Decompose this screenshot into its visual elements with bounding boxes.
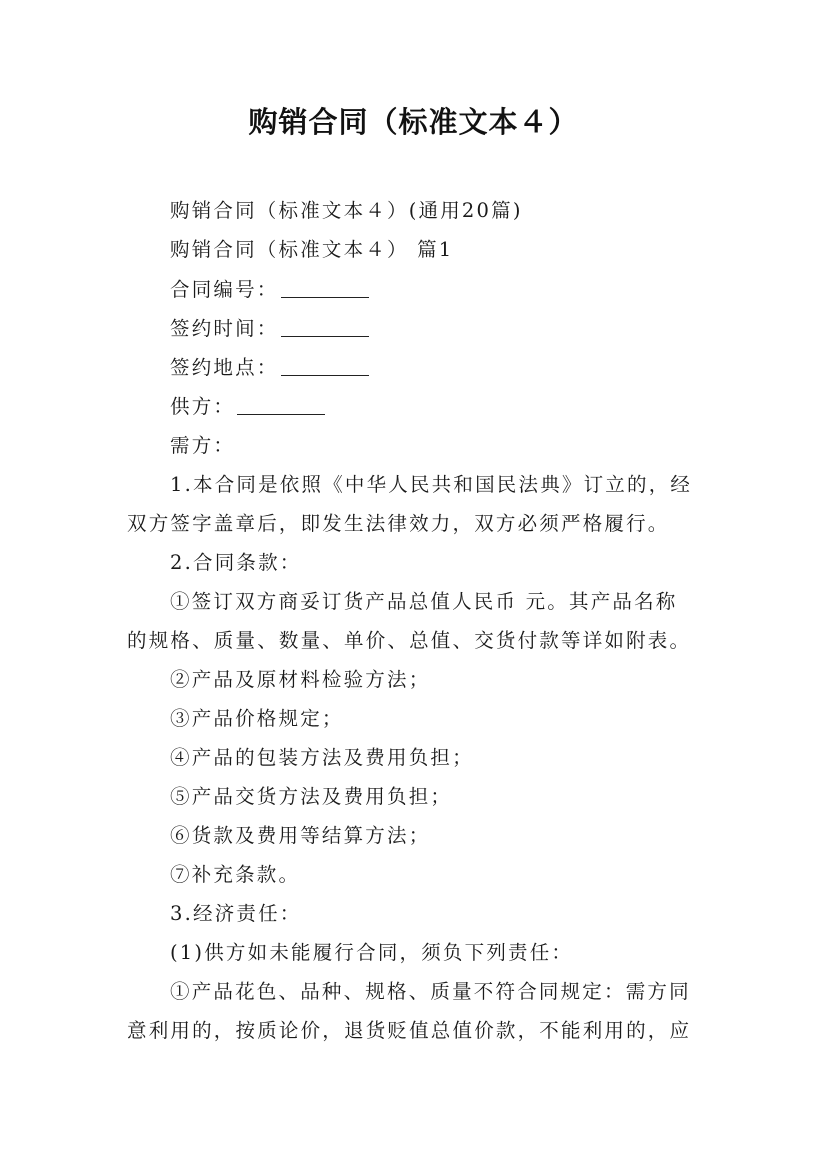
field-label: 签约地点：	[170, 356, 279, 379]
field-label: 签约时间：	[170, 317, 279, 340]
field-signing-time	[170, 317, 369, 341]
blank-line	[281, 318, 369, 337]
field-label: 合同编号：	[170, 278, 279, 301]
clause2-heading: 2.合同条款：	[170, 551, 302, 574]
field-buyer: 需方：	[170, 434, 236, 457]
clause2-item4: ④产品的包装方法及费用负担；	[170, 746, 474, 769]
clause2-item1-line2: 的规格、质量、数量、单价、总值、交货付款等详如附表。	[127, 629, 692, 652]
field-supplier	[170, 395, 325, 419]
clause1-line1: 1.本合同是依照《中华人民共和国民法典》订立的，经	[170, 473, 693, 496]
clause2-item2: ②产品及原材料检验方法；	[170, 668, 431, 691]
section-heading: 购销合同（标准文本４） 篇1	[170, 238, 454, 261]
blank-line	[237, 396, 325, 415]
field-label: 供方：	[170, 395, 236, 418]
document-subtitle: 购销合同（标准文本４）(通用20篇)	[170, 199, 523, 222]
blank-line	[281, 357, 369, 376]
clause3-heading: 3.经济责任：	[170, 902, 302, 925]
clause2-item7: ⑦补充条款。	[170, 863, 301, 886]
clause3-sub1: (1)供方如未能履行合同，须负下列责任：	[170, 941, 574, 964]
field-signing-place	[170, 356, 369, 380]
clause2-item6: ⑥货款及费用等结算方法；	[170, 824, 431, 847]
clause1-line2: 双方签字盖章后，即发生法律效力，双方必须严格履行。	[127, 512, 670, 535]
field-contract-number	[170, 278, 369, 302]
clause2-item1-line1: ①签订双方商妥订货产品总值人民币 元。其产品名称	[170, 590, 678, 613]
clause2-item5: ⑤产品交货方法及费用负担；	[170, 785, 453, 808]
clause3-item1-line1: ①产品花色、品种、规格、质量不符合同规定：需方同	[170, 980, 691, 1003]
blank-line	[281, 279, 369, 298]
clause3-item1-line2: 意利用的，按质论价，退货贬值总值价款，不能利用的，应	[127, 1019, 692, 1042]
document-title: 购销合同（标准文本４）	[248, 105, 579, 139]
clause2-item3: ③产品价格规定；	[170, 707, 344, 730]
